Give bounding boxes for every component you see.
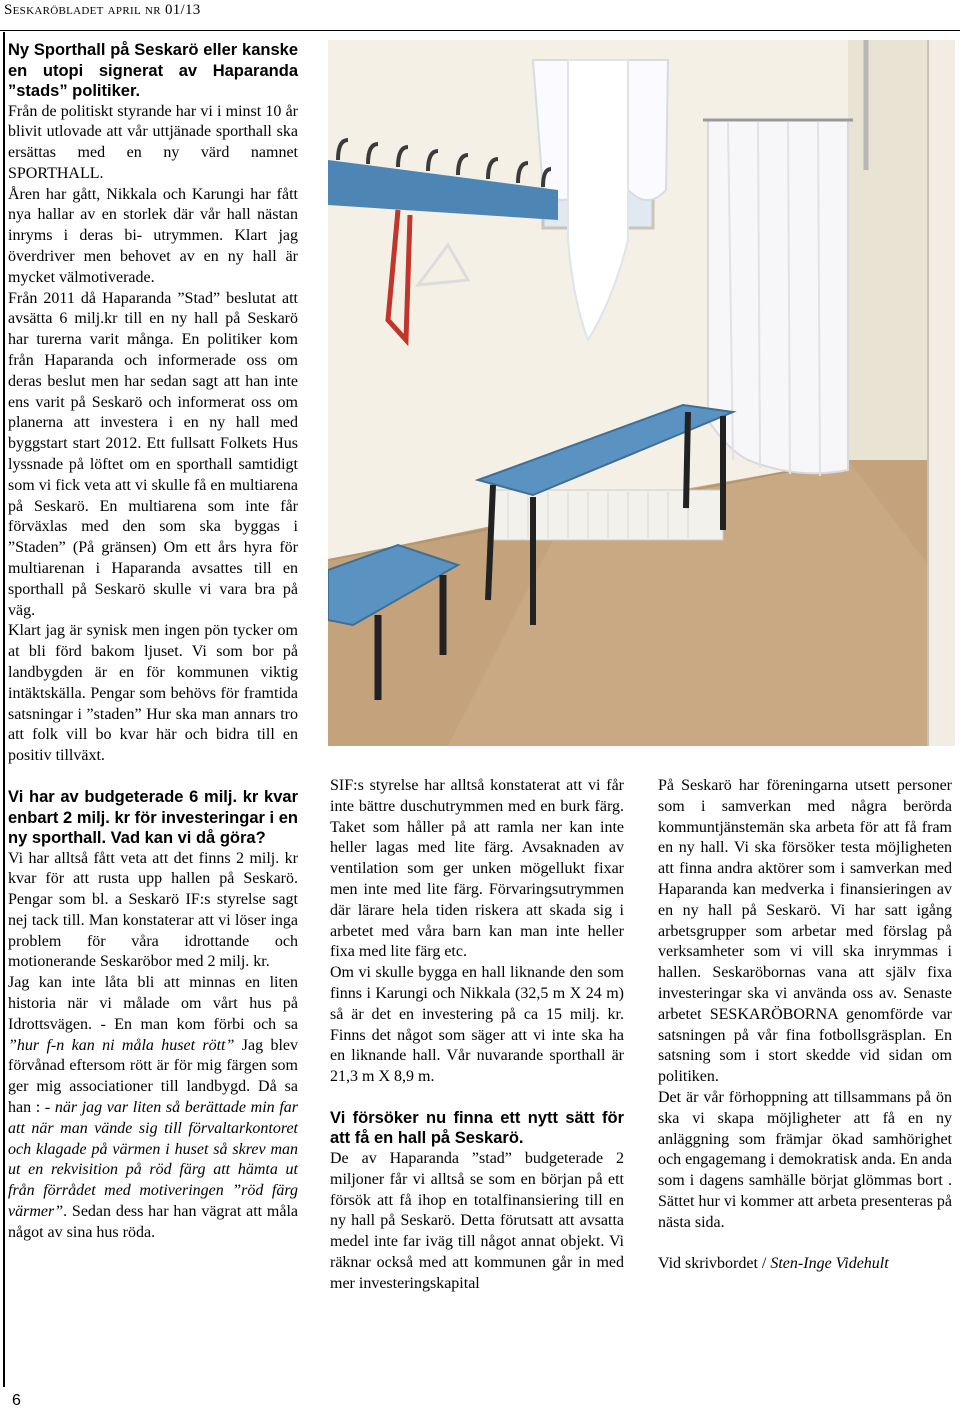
left-margin-rule xyxy=(3,32,5,1387)
paragraph: SIF:s styrelse har alltså konstaterat att vi får inte bättre duschutrymmen med en burk färg. Taket som håller på att ramla ner kan inte heller lagas med lite färg. Avsaknaden av ventilation som ger unken mögellukt fixar men inte med lite färg. Förvaringsutrymmen där lärare hela tiden riskera att skada sig i arbetet med våra barn kan man inte heller fixa med lite färg etc. xyxy=(330,777,624,961)
text: . Sedan dess har han vägrat att måla något av sina hus röda. xyxy=(8,1203,298,1241)
paragraph xyxy=(8,973,298,1243)
paragraph: Från 2011 då Haparanda ”Stad” beslutat att avsätta 6 milj.kr till en ny hall på Seskarö har turerna varit många. En politiker kom från Haparanda och informerade oss om deras beslut men har sedan sagt att han inte ens varit på Seskarö och informerat oss om planerna att investera i en ny hall med byggstart start 2012. Ett fullsatt Folkets Hus lyssnade på löftet om en sporthall samtidigt som vi fick veta att vi skulle få en multiarena på Seskarö. En multiarena som inte får förväxlas med den som ska byggas i ”Staden” (På gränsen) Om ett års hyra för multiarenan i Haparanda avsattes till en sporthall på Seskarö skulle vi vara bra på väg. xyxy=(8,289,298,619)
article-column-3 xyxy=(658,776,952,1274)
paragraph: De av Haparanda ”stad” budgeterade 2 miljoner får vi alltså se som en början på ett försök att få ihop en totalfinansiering till en ny hall på Seskarö. Detta förutsatt att avsatta medel inte far iväg till något annat objekt. Vi räknar också med att kommunen går in med mer investeringskapital xyxy=(330,1149,624,1292)
spacer xyxy=(8,767,298,787)
text: Jag blev förvånad eftersom rött är för mig färgen som ger mig associationer till landbygd. Då sa han : xyxy=(8,1036,299,1117)
spacer xyxy=(658,1234,952,1254)
spacer xyxy=(330,1088,624,1108)
text: Jag kan inte låta bli att minnas en liten historia när vi målade om vårt hus på Idrottsvägen. - En man kom förbi och sa xyxy=(8,974,298,1033)
italic-quote: ”hur f-n kan ni måla huset rött” xyxy=(8,1036,235,1054)
paragraph: Det är vår förhoppning att tillsammans på ön ska vi skapa möjligheter att få en ny anläggning som främjar ökad samhörighet och engagemang i demokratisk anda. En anda som i dagens samhälle börjat glömmas bort . Sättet hur vi kommer att arbeta presenteras på nästa sida. xyxy=(658,1088,952,1231)
italic-quote: - när jag var liten så berättade min far att när man vände sig till förvaltarkontoret och klagade på värmen i huset så skrev man ut en rekvisition på röd färg att hämta ut från förrådet med motiveringen ”röd färg värmer” xyxy=(8,1099,299,1221)
section-heading: Vi har av budgeterade 6 milj. kr kvar enbart 2 milj. kr för investeringar i en ny sporthall. Vad kan vi då göra? xyxy=(8,788,298,847)
article-heading: Ny Sporthall på Seskarö eller kanske en utopi signerat av Haparanda ”stads” politiker. xyxy=(8,41,298,100)
signature xyxy=(658,1254,952,1275)
page-number: 6 xyxy=(12,1392,21,1409)
article-column-1 xyxy=(8,40,298,1244)
changing-room-photo xyxy=(328,40,955,746)
paragraph: Från de politiskt styrande har vi i minst 10 år blivit utlovade att vår uttjänade sporthall ska ersättas med en ny värd namnet SPORTHALL. xyxy=(8,102,298,182)
paragraph: Klart jag är synisk men ingen pön tycker om at bli förd bakom ljuset. Vi som bor på landbygden är en för kommunen viktig intäktskälla. Pengar som behövs för framtida satsningar i ”staden” Hur ska man annars tro att folk vill bo kvar här och bidra till en positiv tillväxt. xyxy=(8,622,298,765)
paragraph: Om vi skulle bygga en hall liknande den som finns i Karungi och Nikkala (32,5 m X 24 m) så är det en investering på ca 15 milj. kr. Finns det något som säger att vi inte ska ha en liknande hall. Vår nuvarande sporthall är 21,3 m X 8,9 m. xyxy=(330,964,624,1086)
changing-room-illustration xyxy=(328,40,955,746)
section-heading: Vi försöker nu finna ett nytt sätt för att få en hall på Seskarö. xyxy=(330,1108,624,1148)
signature-name: Sten-Inge Videhult xyxy=(770,1254,889,1272)
paragraph: På Seskarö har föreningarna utsett personer som i samverkan med några berörda kommuntjänstemän ska arbeta för att få fram en ny hall. Vi ska försöker testa möjligheten att finna andra aktörer som i samverkan med Haparanda kan medverka i finansieringen av en ny hall på Seskarö. Vi har satt igång arbetsgrupper som arbetar med förslag på verksamheter som vi vill ska inrymmas i hallen. Seskaröbornas vana att själv fixa investeringar ska vi använda oss av. Senaste arbetet SESKARÖBORNA genomförde var satsningen på vår fina fotbollsgräsplan. En satsning som i stort skedde vid sidan om politiken. xyxy=(658,777,952,1086)
paragraph: Vi har alltså fått veta att det finns 2 milj. kr kvar för att rusta upp hallen på Seskarö. Pengar som bl. a Seskarö IF:s styrelse sagt nej tack till. Man konstaterar att vi löser inga problem för våra idrottande och motionerande Seskaröbor med 2 milj. kr. xyxy=(8,849,298,971)
page-header: Seskaröbladet april nr 01/13 xyxy=(4,2,201,18)
article-column-2 xyxy=(330,776,624,1295)
header-rule xyxy=(0,30,960,31)
paragraph: Åren har gått, Nikkala och Karungi har fått nya hallar av en storlek där vår hall nästan inryms i deras bi- utrymmen. Klart jag överdriver men behovet av en ny hall är mycket välmotiverade. xyxy=(8,185,298,286)
signature-label: Vid skrivbordet / xyxy=(658,1254,771,1272)
